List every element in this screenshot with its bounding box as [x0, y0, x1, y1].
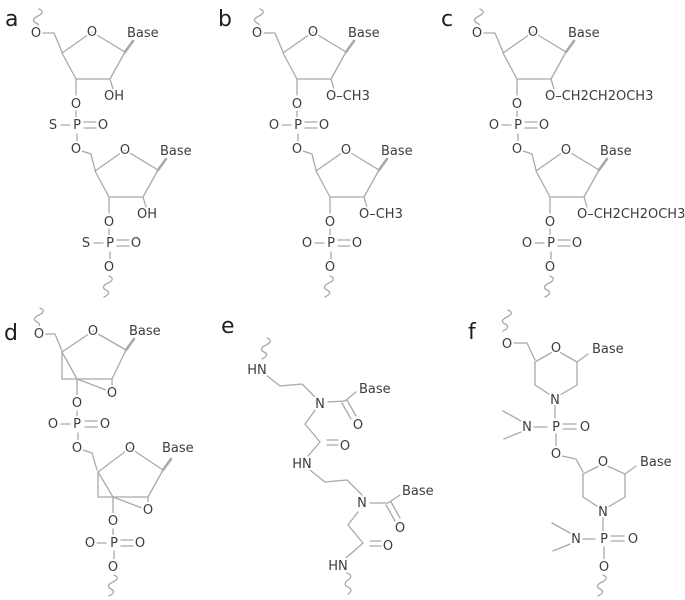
panel-b-bonds — [251, 9, 387, 297]
atom-O: O — [142, 503, 154, 518]
atom-N: N — [571, 532, 581, 547]
atom-OH: OH — [136, 207, 158, 222]
atom-N: N — [522, 420, 532, 435]
atom-OH: OH — [103, 89, 125, 104]
atom-O: O — [70, 142, 82, 157]
bond — [305, 424, 320, 442]
atom-O: O — [471, 26, 483, 41]
base-bond — [625, 466, 636, 474]
base-bond — [163, 459, 171, 470]
atom-O: O — [339, 439, 351, 454]
atom-P: P — [552, 420, 560, 435]
atom-O-CH3: O–CH3 — [359, 207, 403, 222]
atom-O: O — [597, 455, 609, 470]
panel-f — [468, 310, 672, 596]
panel-e — [221, 314, 434, 594]
atom-P: P — [106, 236, 114, 251]
double-bond — [121, 540, 133, 546]
atom-O: O — [501, 337, 513, 352]
chain-squiggle — [261, 338, 270, 359]
atom-O: O — [119, 143, 131, 158]
panel-e-label: e — [221, 314, 235, 339]
atom-O: O — [571, 236, 583, 251]
atom-O: O — [550, 341, 562, 356]
methyl-bonds — [552, 523, 570, 551]
lna-bridge — [62, 352, 112, 390]
atom-N: N — [550, 393, 560, 408]
atom-O: O — [291, 142, 303, 157]
atom-O: O — [130, 236, 142, 251]
atom-O: O — [268, 118, 280, 133]
atom-base: Base — [162, 441, 194, 456]
atom-O: O — [511, 97, 523, 112]
atom-O: O — [307, 25, 319, 40]
atom-O: O — [394, 521, 406, 536]
bond — [308, 442, 320, 456]
panel-c-label: c — [441, 7, 454, 32]
atom-O: O — [598, 560, 610, 575]
panel-b — [218, 7, 413, 297]
atom-base: Base — [359, 382, 391, 397]
atom-O: O — [71, 441, 83, 456]
atom-O: O — [30, 26, 42, 41]
atom-O: O — [107, 514, 119, 529]
bond — [348, 525, 363, 543]
panel-c-bonds — [471, 9, 607, 297]
bond — [348, 512, 358, 525]
atom-base: Base — [568, 26, 600, 41]
atom-P: P — [547, 236, 555, 251]
atom-base: Base — [640, 455, 672, 470]
atom-O: O — [538, 118, 550, 133]
bond — [83, 450, 97, 470]
atom-O: O — [324, 260, 336, 275]
double-bond — [563, 424, 576, 429]
atom-N: N — [598, 505, 608, 520]
atom-O-MOE: O–CH2CH2OCH3 — [577, 207, 685, 222]
base-bond — [126, 339, 134, 350]
atom-O: O — [84, 536, 96, 551]
morpholine-ring — [583, 464, 625, 510]
atom-O: O — [134, 536, 146, 551]
atom-O: O — [301, 236, 313, 251]
atom-S: S — [81, 236, 91, 251]
panel-a-label: a — [5, 7, 19, 32]
atom-O: O — [103, 215, 115, 230]
panel-a — [5, 7, 192, 297]
bond — [562, 456, 583, 472]
atom-O: O — [627, 532, 639, 547]
atom-O-CH3: O–CH3 — [326, 89, 370, 104]
atom-P: P — [73, 417, 81, 432]
atom-O: O — [70, 97, 82, 112]
double-bond — [386, 502, 400, 521]
atom-base: Base — [127, 26, 159, 41]
atom-O: O — [86, 25, 98, 40]
atom-O: O — [544, 260, 556, 275]
base-bond — [577, 354, 588, 362]
atom-base: Base — [592, 342, 624, 357]
double-bond — [85, 421, 97, 427]
atom-O: O — [106, 386, 118, 401]
atom-O: O — [521, 236, 533, 251]
atom-base: Base — [129, 324, 161, 339]
atom-N: N — [315, 397, 325, 412]
atom-P: P — [327, 236, 335, 251]
panel-b-label: b — [218, 7, 232, 32]
panel-a-bonds — [30, 9, 166, 297]
atom-O: O — [511, 142, 523, 157]
atom-O: O — [351, 236, 363, 251]
methyl-bonds — [503, 411, 521, 439]
atom-base: Base — [600, 144, 632, 159]
bond — [514, 343, 535, 360]
atom-O: O — [251, 26, 263, 41]
panel-d-label: d — [4, 321, 18, 346]
chain-squiggle — [34, 308, 43, 329]
atom-HN: HN — [328, 559, 348, 574]
atom-base: Base — [381, 144, 413, 159]
double-bond — [327, 440, 338, 445]
atom-base: Base — [348, 26, 380, 41]
atom-O: O — [544, 215, 556, 230]
atom-O: O — [124, 441, 136, 456]
atom-P: P — [110, 536, 118, 551]
atom-O: O — [47, 417, 59, 432]
atom-O: O — [324, 215, 336, 230]
atom-O: O — [382, 539, 394, 554]
chain-squiggle — [502, 310, 511, 331]
atom-HN: HN — [247, 363, 267, 378]
atom-O: O — [550, 447, 562, 462]
atom-base: Base — [402, 484, 434, 499]
atom-HN: HN — [292, 457, 312, 472]
panel-c — [441, 7, 685, 297]
chain-squiggle — [108, 575, 117, 596]
atom-O: O — [340, 143, 352, 158]
atom-O: O — [579, 420, 591, 435]
atom-P: P — [73, 118, 81, 133]
atom-O-MOE: O–CH2CH2OCH3 — [545, 89, 654, 104]
morpholine-ring — [535, 350, 577, 398]
bond — [266, 375, 317, 399]
atom-O: O — [33, 327, 45, 342]
double-bond — [611, 536, 624, 541]
atom-O: O — [99, 417, 111, 432]
panel-e-bonds — [261, 338, 400, 594]
atom-P: P — [600, 532, 608, 547]
panel-d — [4, 308, 194, 596]
atom-N: N — [357, 496, 367, 511]
atom-O: O — [527, 25, 539, 40]
panel-f-label: f — [468, 320, 476, 345]
panel-d-bonds — [34, 308, 171, 596]
atom-O: O — [318, 118, 330, 133]
atom-P: P — [514, 118, 522, 133]
atom-O: O — [291, 97, 303, 112]
bond — [346, 543, 363, 558]
atom-S: S — [48, 118, 58, 133]
lna-bridge — [98, 472, 148, 508]
atom-P: P — [294, 118, 302, 133]
bond — [328, 401, 345, 402]
double-bond — [342, 400, 356, 419]
atom-O: O — [352, 418, 364, 433]
atom-O: O — [107, 560, 119, 575]
atom-O: O — [87, 324, 99, 339]
atom-O: O — [560, 143, 572, 158]
base-bond — [388, 495, 400, 503]
atom-O: O — [103, 260, 115, 275]
atom-base: Base — [160, 144, 192, 159]
atom-O: O — [71, 396, 83, 411]
chain-squiggle — [345, 573, 351, 594]
atom-O: O — [488, 118, 500, 133]
bond — [45, 334, 62, 351]
bond — [310, 470, 362, 495]
chain-squiggle — [597, 575, 606, 596]
double-bond — [370, 541, 381, 546]
atom-O: O — [97, 118, 109, 133]
